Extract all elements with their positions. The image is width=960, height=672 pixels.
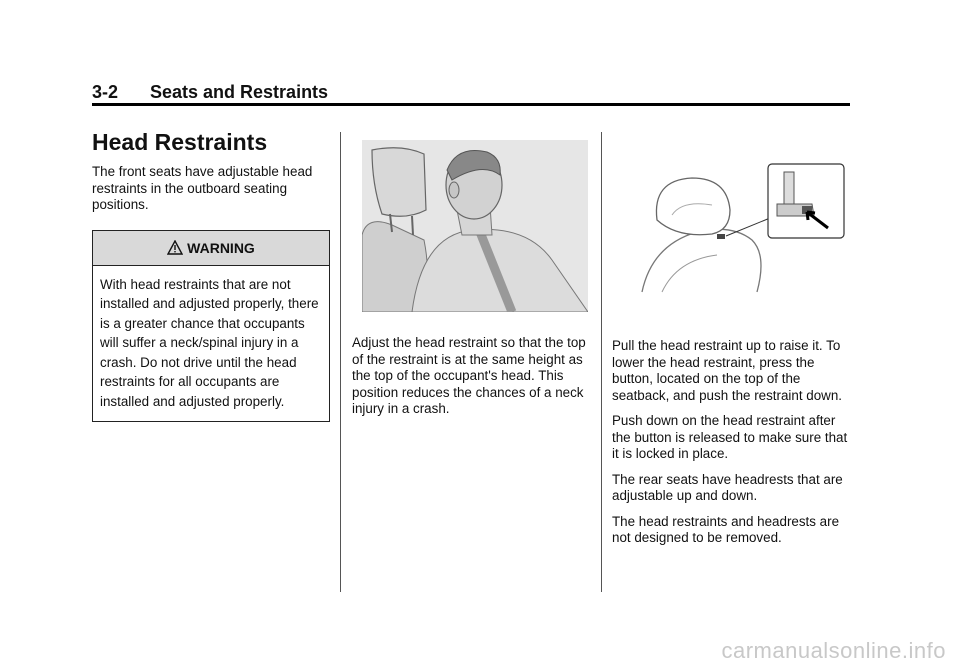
column-divider [601, 132, 602, 592]
column-3 [612, 160, 852, 556]
head-restraint-button-illustration [622, 160, 846, 300]
section-title: Seats and Restraints [150, 82, 329, 102]
paragraph: The head restraints and headrests are not designed to be removed. [612, 513, 840, 545]
paragraph: The rear seats have headrests that are adjustable up and down. [612, 471, 843, 503]
watermark: carmanualsonline.info [721, 638, 946, 663]
warning-box [92, 230, 330, 423]
occupant-head-restraint-illustration [362, 140, 588, 312]
adjust-text: Adjust the head restraint so that the top of the restraint is at the same height as the top of the occupant's head. This position reduces the chances of a neck injury in a crash. [352, 335, 586, 416]
paragraph: Pull the head restraint up to raise it. To lower the head restraint, press the button, located on the top of the seatback, and push the restraint down. [612, 338, 843, 403]
column-1 [92, 128, 332, 422]
intro-text: The front seats have adjustable head restraints in the outboard seating positions. [92, 164, 313, 212]
column-divider [340, 132, 341, 592]
page-number: 3-2 [92, 82, 119, 102]
warning-label: WARNING [187, 239, 255, 256]
column-2 [352, 140, 587, 418]
paragraph: Push down on the head restraint after the button is released to make sure that it is locked in place. [612, 413, 848, 461]
warning-text: With head restraints that are not installed and adjusted properly, there is a greater chance that occupants will suffer a neck/spinal injury in a crash. Do not drive until the head restraints for all occupants are installed and adjusted properly. [100, 276, 319, 409]
instructions [612, 338, 852, 547]
warning-triangle-icon [167, 240, 183, 255]
warning-header [93, 231, 329, 266]
page-heading: Head Restraints [92, 129, 268, 155]
header-rule [92, 103, 850, 106]
